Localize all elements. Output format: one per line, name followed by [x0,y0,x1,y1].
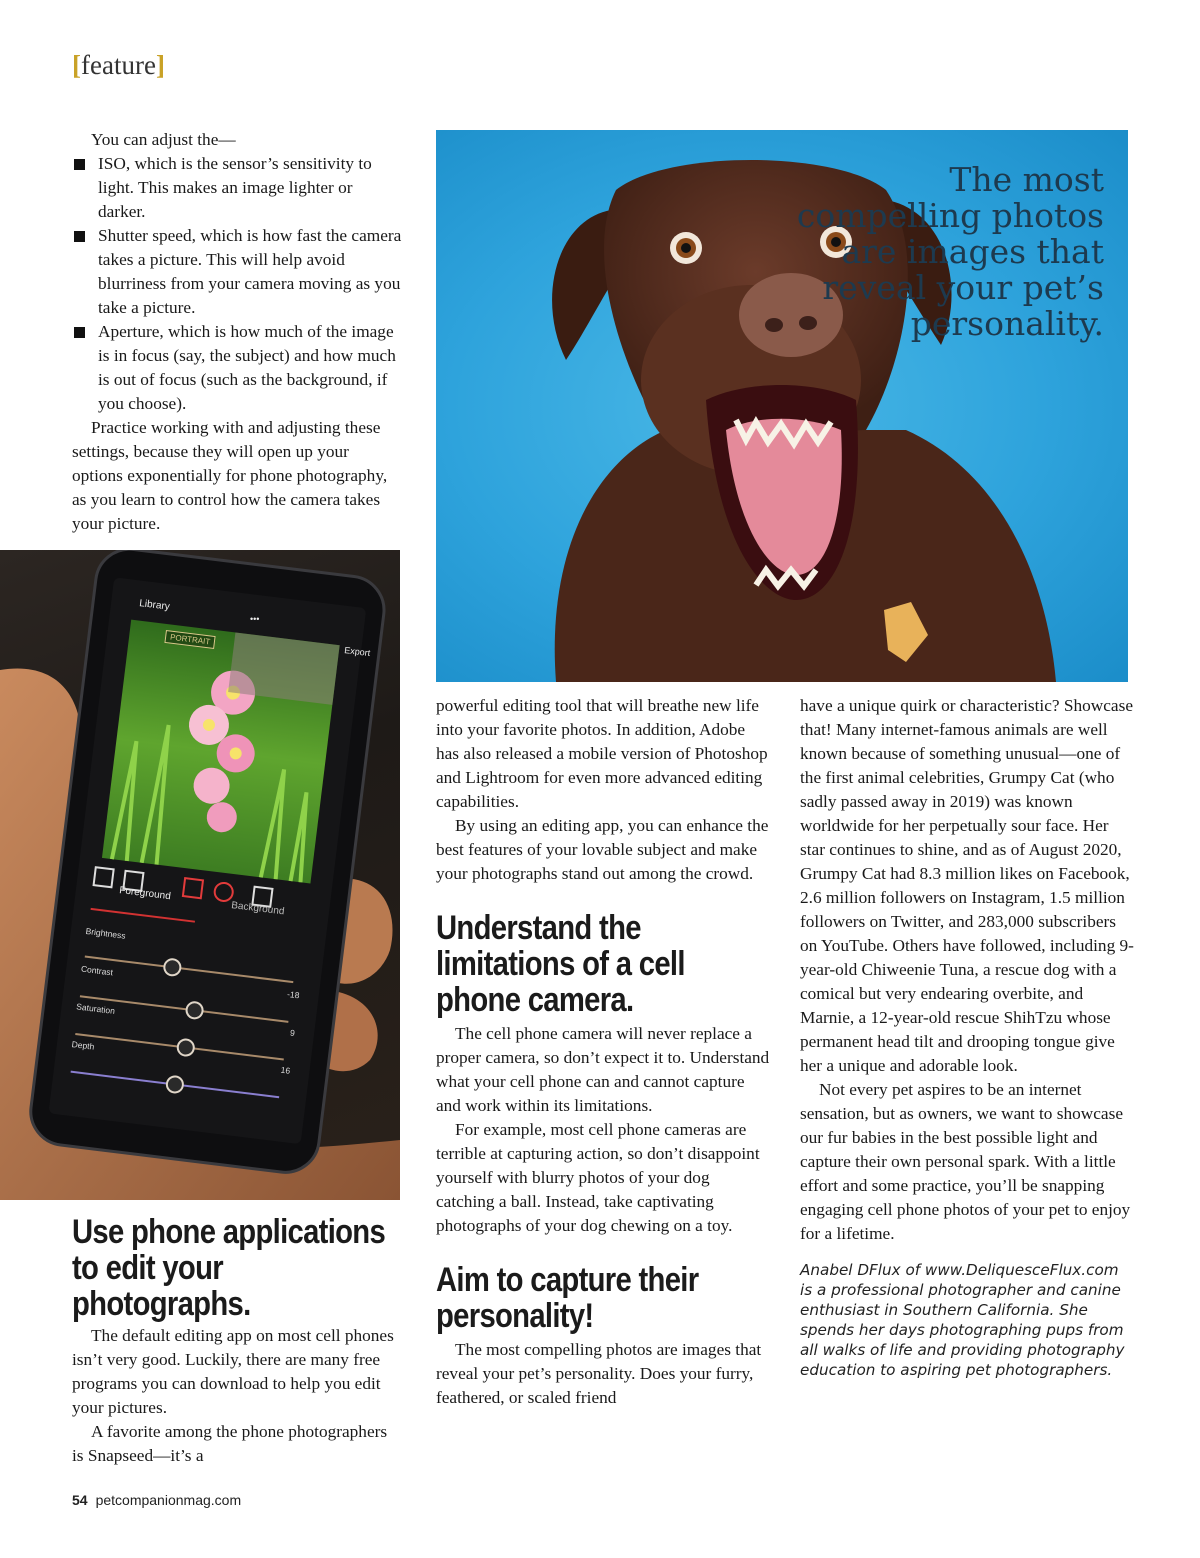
screen-background-tab: Background [230,900,285,918]
list-item [72,320,402,416]
screen-more-icon: ••• [250,614,260,624]
section1-heading-wrap [72,1214,402,1324]
settings-list [72,152,402,416]
dog-photo [436,130,1128,682]
paragraph: The cell phone camera will never replace a proper camera, so don’t expect it to. Understand what your cell phone can and cannot capture and work within its limitations. [436,1024,770,1115]
paragraph: Not every pet aspires to be an internet sensation, but as owners, we want to showcase our fur babies in the best possible light and capture their own personal spark. With a little effort and some practice, you’ll be snapping engaging cell phone photos of your pet to enjoy for a lifetime. [800,1080,1131,1243]
list-item-text: Aperture, which is how much of the image is in focus (say, the subject) and how much is out of focus (such as the background, if you choose). [98,322,396,413]
section-heading: Understand the limitations of a cell phone camera. [436,909,685,1019]
page-number: 54 [72,1492,88,1508]
paragraph: A favorite among the phone photographers is Snapseed—it’s a [72,1422,388,1465]
pull-quote: The most compelling photos are images that reveal your pet’s personality. [796,160,1104,343]
intro-column [72,128,402,536]
section-tag-open-bracket: [ [72,50,81,80]
page-footer [72,1492,241,1508]
slider-value: -18 [286,988,301,1001]
list-item-text: ISO, which is the sensor’s sensitivity to light. This makes an image lighter or darker. [98,154,372,221]
slider-label: Contrast [80,963,114,978]
section-tag-label: feature [81,50,156,80]
section1-body [72,1324,402,1468]
bullet-square-icon [74,231,85,242]
phone-photo-illustration [0,550,400,1200]
author-bio: Anabel DFlux of www.DeliquesceFlux.com is a professional photographer and canine enthusiast in Southern California. She spends her days photographing pups from all walks of life and providing photography education to aspiring pet photographers. [800,1261,1125,1379]
column-2 [436,694,770,1410]
slider-value: 16 [280,1064,291,1076]
screen-portrait-badge: PORTRAIT [169,632,211,647]
paragraph: powerful editing tool that will breathe new life into your favorite photos. In addition, Adobe has also released a mobile version of Photoshop and Lightroom for even more advanced editing capabilities. [436,696,768,811]
slider-label: Brightness [85,925,127,941]
intro-closing: Practice working with and adjusting these settings, because they will open up your options exponentially for phone photography, as you learn to control how the camera takes your picture. [72,418,388,533]
column-3 [800,694,1134,1380]
screen-library-label: Library [138,598,171,613]
paragraph: By using an editing app, you can enhance the best features of your lovable subject and make your photographs stand out among the crowd. [436,816,769,883]
slider-value: 9 [289,1027,296,1039]
phone-editing-photo [0,550,400,1200]
list-item [72,224,402,320]
intro-lead: You can adjust the— [91,130,236,149]
paragraph: have a unique quirk or characteristic? Showcase that! Many internet-famous animals are well known because of something unusual—one of the first animal celebrities, Grumpy Cat (who sadly passed away in 2019) was known worldwide for her perpetually sour face. Her star continues to shine, and as of August 2020, Grumpy Cat had 8.3 million likes on Facebook, 2.6 million followers on Instagram, 1.5 million followers on Twitter, and 283,000 subscribers on YouTube. Others have followed, including 9-year-old Chiweenie Tuna, a rescue dog with a comical but very endearing overbite, and Marnie, a 12-year-old rescue ShihTzu whose permanent head tilt and drooping tongue give her a unique and adorable look. [800,696,1134,1075]
list-item [72,152,402,224]
section-heading: Use phone applications to edit your photographs. [72,1213,386,1323]
website-url: petcompanionmag.com [95,1492,242,1508]
slider-label: Saturation [75,1001,116,1016]
section-heading: Aim to capture their personality! [436,1261,699,1335]
slider-label: Depth [71,1039,95,1052]
screen-export-label: Export [343,645,371,659]
screen-foreground-tab: Foreground [118,885,172,903]
paragraph: The most compelling photos are images that reveal your pet’s personality. Does your furry, feathered, or scaled friend [436,1340,762,1407]
section-tag-close-bracket: ] [155,50,165,80]
list-item-text: Shutter speed, which is how fast the camera takes a picture. This will help avoid blurriness from your camera moving as you take a picture. [98,226,402,317]
slider-knob [166,1076,184,1094]
paragraph: For example, most cell phone cameras are terrible at capturing action, so don’t disappoint yourself with blurry photos of your dog catching a ball. Instead, take captivating photographs of your dog chewing on a toy. [436,1120,760,1235]
bullet-square-icon [74,327,85,338]
bullet-square-icon [74,159,85,170]
paragraph: The default editing app on most cell phones isn’t very good. Luckily, there are many free programs you can download to help you edit your pictures. [72,1326,394,1417]
section-tag [72,50,165,81]
